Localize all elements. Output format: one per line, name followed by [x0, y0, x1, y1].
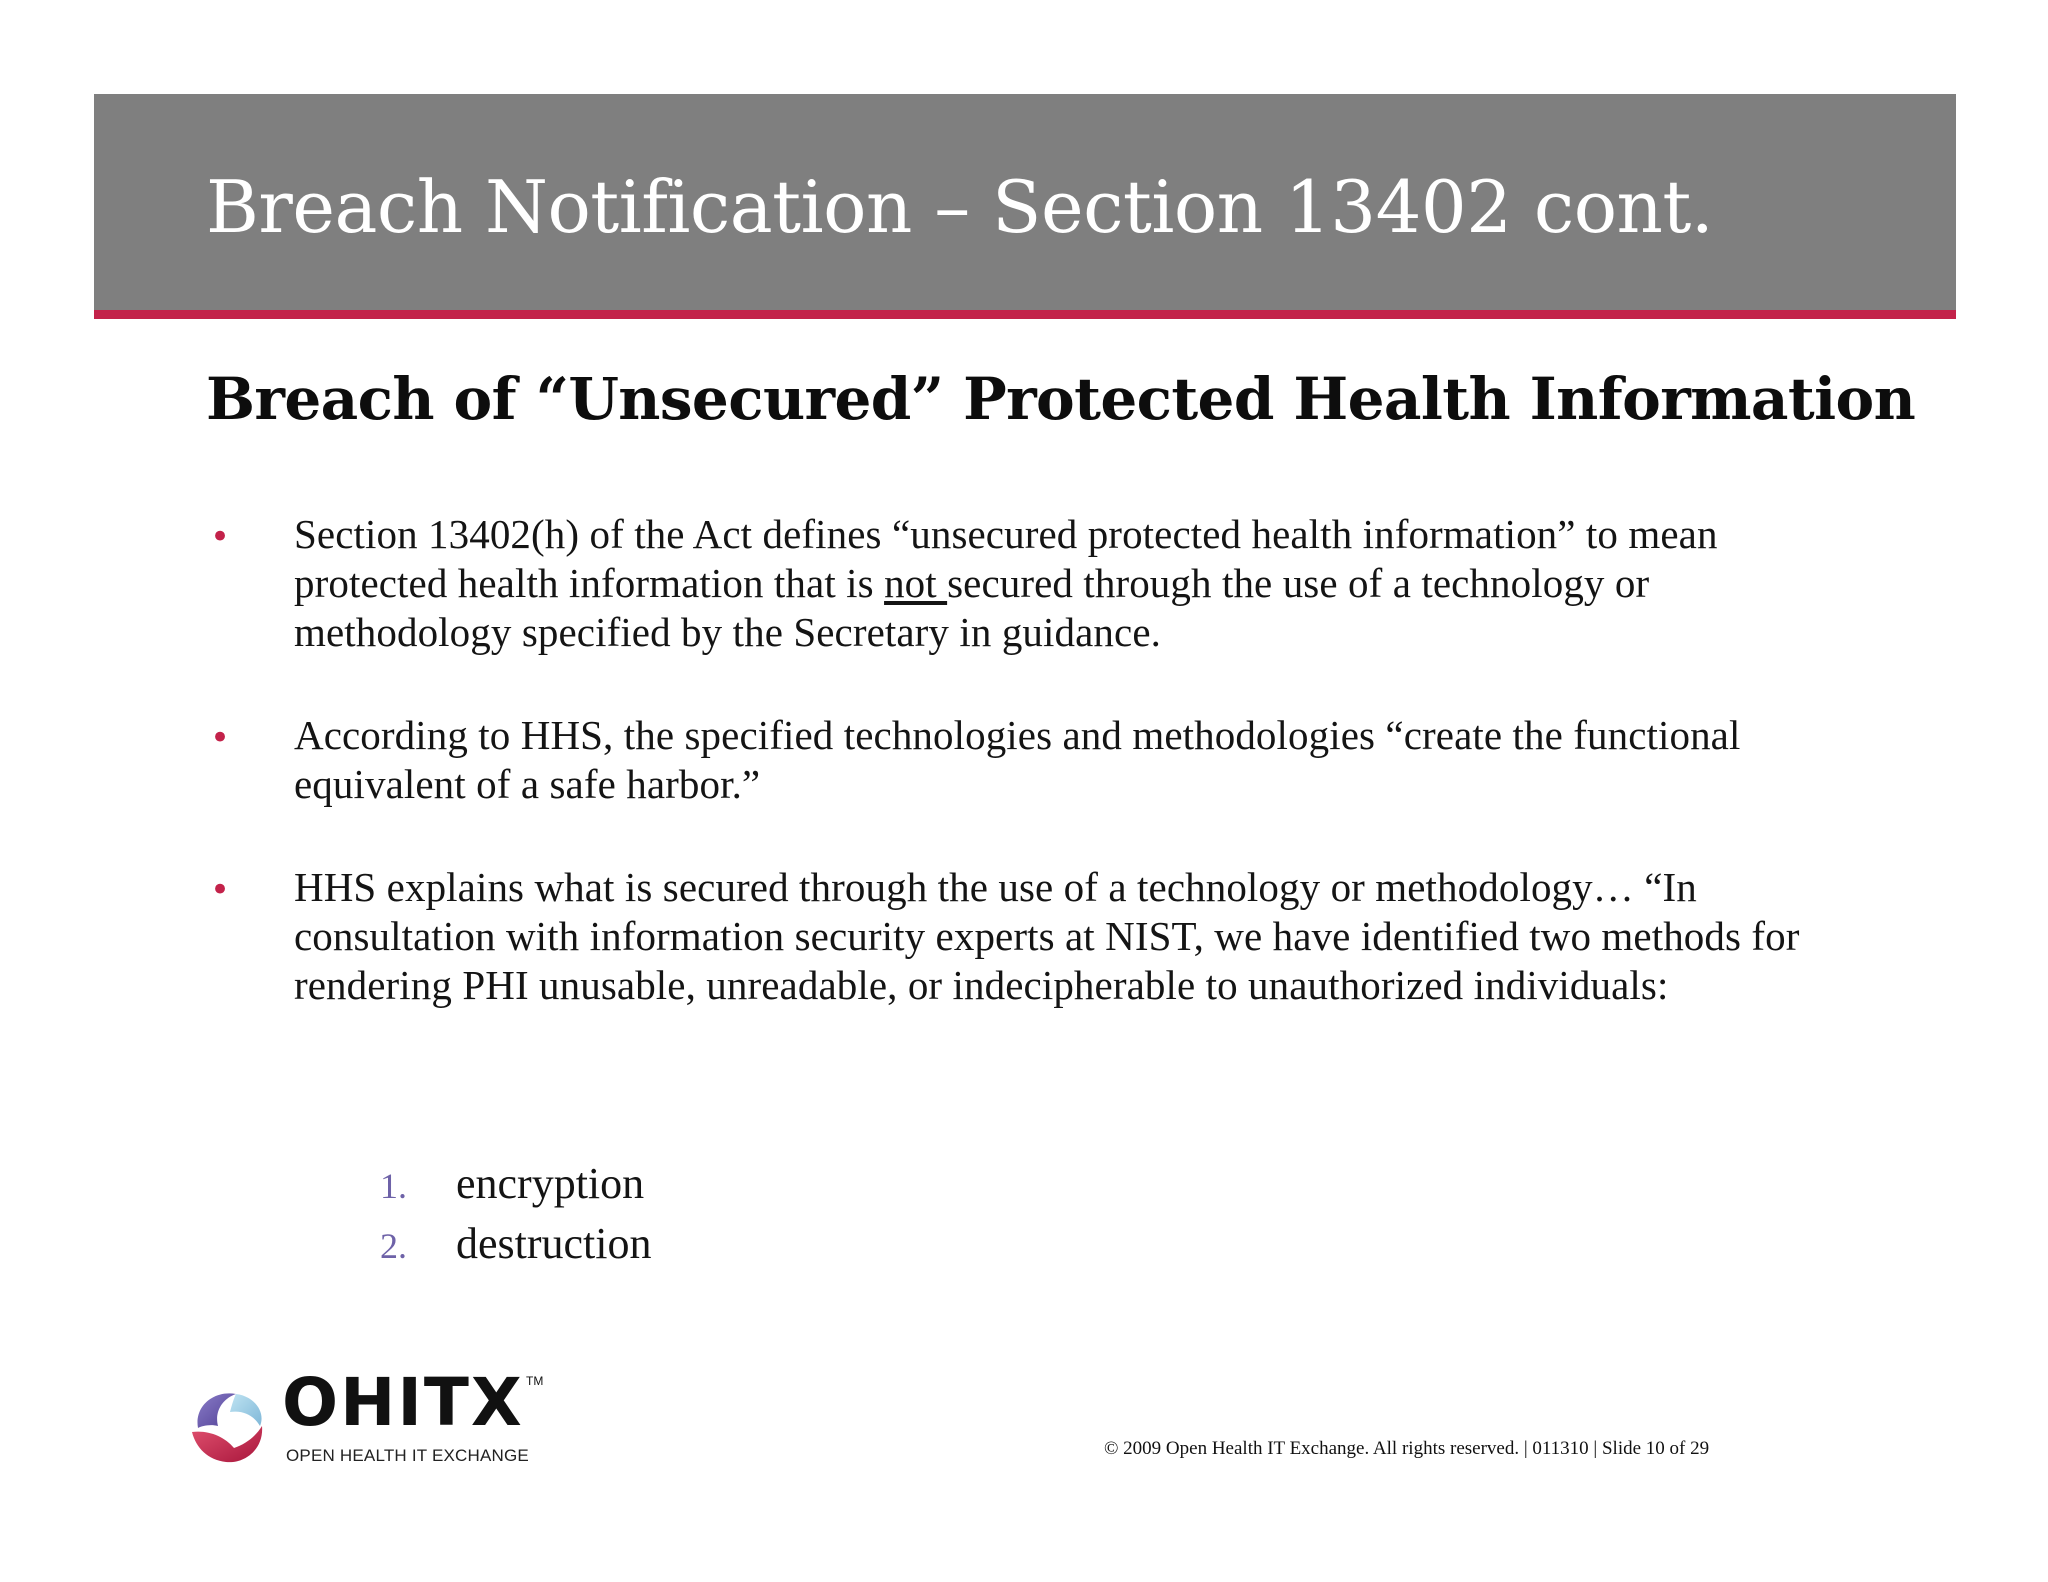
slide-title: Breach Notification – Section 13402 cont. — [206, 165, 1714, 249]
method-label: encryption — [456, 1159, 645, 1208]
bullet-item — [210, 510, 1850, 657]
methods-list-item — [380, 1158, 652, 1218]
logo-tagline: OPEN HEALTH IT EXCHANGE — [286, 1446, 529, 1465]
logo-wordmark: OHITX — [282, 1364, 524, 1441]
footer-copyright: © 2009 Open Health IT Exchange. All rights reserved. | 011310 | Slide 10 of 29 — [1104, 1438, 1710, 1459]
bullet-text: HHS explains what is secured through the use of a technology or methodology… “In consultation with information security experts at NIST, we have identified two methods for rendering PHI unusable, unreadable, or indecipherable to unauthorized individuals: — [294, 864, 1800, 1008]
bullet-marker: • — [210, 718, 231, 758]
header-accent-rule — [94, 310, 1956, 319]
methods-list-item — [380, 1218, 652, 1278]
list-number: 2. — [380, 1226, 407, 1266]
bullet-text-part: secured through the use of a technology or methodology specified by the Secretary in guidance. — [294, 560, 1650, 655]
logo-trademark: TM — [526, 1374, 544, 1388]
logo-swirl-icon — [184, 1380, 270, 1466]
method-label: destruction — [456, 1219, 652, 1268]
bullet-item — [210, 711, 1850, 809]
methods-list — [380, 1158, 652, 1278]
ohitx-logo — [184, 1364, 564, 1465]
underlined-word: not — [884, 560, 948, 606]
bullet-list — [210, 510, 1850, 1064]
bullet-text-part: Section 13402(h) of the Act defines “unsecured protected health information” to mean protected health information that is — [294, 511, 1718, 606]
bullet-marker: • — [210, 870, 231, 910]
bullet-text — [294, 510, 1850, 657]
list-number: 1. — [380, 1166, 407, 1206]
bullet-marker: • — [210, 517, 231, 557]
slide-subtitle: Breach of “Unsecured” Protected Health Information — [206, 365, 1916, 433]
bullet-item — [210, 863, 1850, 1010]
bullet-text: According to HHS, the specified technologies and methodologies “create the functional equivalent of a safe harbor.” — [294, 712, 1741, 807]
